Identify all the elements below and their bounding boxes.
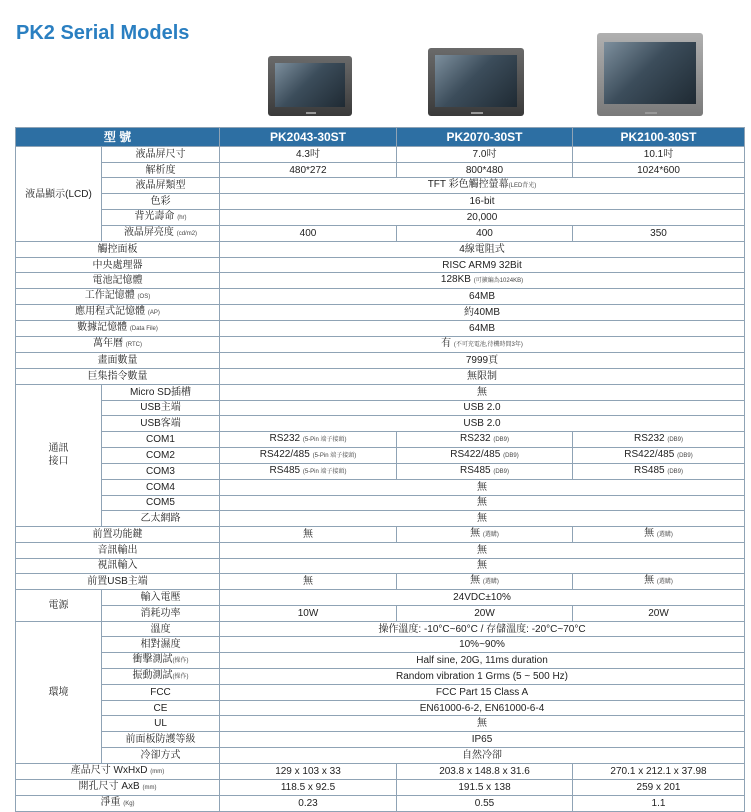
label-unit: (Kg) — [123, 800, 135, 807]
cell: IP65 — [220, 732, 745, 748]
cell: 20W — [397, 606, 573, 622]
row-label: FCC — [102, 685, 220, 701]
table-row — [16, 574, 745, 590]
cell: 191.5 x 138 — [397, 779, 573, 795]
cell — [397, 574, 573, 590]
row-label: 冷卻方式 — [102, 747, 220, 763]
group-lcd: 液晶顯示(LCD) — [16, 147, 102, 242]
cell: 自然冷卻 — [220, 747, 745, 763]
cell: 0.55 — [397, 795, 573, 811]
table-row — [16, 558, 745, 574]
cell-note: (DB9) — [677, 452, 693, 459]
cell-value: 有 — [441, 338, 452, 350]
cell-note: (選購) — [482, 531, 499, 538]
row-label — [16, 321, 220, 337]
table-row — [16, 353, 745, 369]
label-unit: (mm) — [150, 768, 165, 775]
cell-value: TFT 彩色觸控螢幕 — [427, 179, 509, 191]
cell: 24VDC±10% — [220, 590, 745, 606]
cell-value: RS485 — [459, 464, 491, 476]
table-row — [16, 416, 745, 432]
label-unit: (mm) — [142, 784, 157, 791]
model-header-1: PK2043-30ST — [220, 128, 397, 147]
table-row — [16, 479, 745, 495]
cell — [397, 463, 573, 479]
row-label: 前面板防護等級 — [102, 732, 220, 748]
cell: 無 — [220, 384, 745, 400]
row-label: 色彩 — [102, 194, 220, 210]
row-label: 輸入電壓 — [102, 590, 220, 606]
cell: 4.3吋 — [220, 147, 397, 163]
label-text: 工作記憶體 — [84, 290, 135, 302]
table-row — [16, 431, 745, 447]
cell-value: RS232 — [269, 432, 301, 444]
row-label — [102, 653, 220, 669]
label-text: 萬年曆 — [93, 338, 123, 350]
cell — [220, 273, 745, 289]
cell: 480*272 — [220, 162, 397, 178]
row-label: 前置功能鍵 — [16, 526, 220, 542]
cell: 無 — [220, 574, 397, 590]
cell: 無 — [220, 479, 745, 495]
cell-value: 無 — [470, 527, 481, 539]
table-row — [16, 526, 745, 542]
table-row — [16, 305, 745, 321]
cell — [220, 431, 397, 447]
cell: 10.1吋 — [573, 147, 745, 163]
row-label — [102, 210, 220, 226]
cell: 270.1 x 212.1 x 37.98 — [573, 763, 745, 779]
table-row — [16, 210, 745, 226]
cell-note: (5-Pin 端子接頭) — [302, 436, 347, 443]
cell: 0.23 — [220, 795, 397, 811]
cell-note: (可擴編為1024KB) — [473, 278, 524, 285]
cell-value: 無 — [470, 575, 481, 587]
cell: 無 — [220, 495, 745, 511]
table-row — [16, 732, 745, 748]
table-header-row — [16, 128, 745, 147]
cell: 800*480 — [397, 162, 573, 178]
table-row — [16, 242, 745, 258]
table-row — [16, 700, 745, 716]
label-unit: (hr) — [177, 215, 187, 222]
row-label: 相對濕度 — [102, 637, 220, 653]
cell — [573, 463, 745, 479]
table-row — [16, 273, 745, 289]
cell-value: RS485 — [633, 464, 665, 476]
cell: 10%~90% — [220, 637, 745, 653]
row-label: 液晶屏類型 — [102, 178, 220, 194]
cell: 無 — [220, 526, 397, 542]
row-label: 觸控面板 — [16, 242, 220, 258]
cell-note: (5-Pin 端子接頭) — [302, 468, 347, 475]
cell: 259 x 201 — [573, 779, 745, 795]
cell: 20W — [573, 606, 745, 622]
cell-value: 128KB — [440, 274, 471, 286]
label-text: 液晶屏亮度 — [123, 227, 174, 239]
table-row — [16, 257, 745, 273]
cell: Random vibration 1 Grms (5 ~ 500 Hz) — [220, 669, 745, 685]
cell-value: RS422/485 — [624, 448, 675, 460]
cell-note: (選購) — [656, 531, 673, 538]
cell — [220, 337, 745, 353]
label-text: 產品尺寸 WxHxD — [70, 764, 148, 776]
label-unit: (Data File) — [129, 326, 158, 333]
pk2043-device-image — [268, 56, 352, 116]
pk2100-device-image — [597, 33, 703, 116]
cell: 400 — [220, 226, 397, 242]
table-row — [16, 321, 745, 337]
cell: 20,000 — [220, 210, 745, 226]
cell: 10W — [220, 606, 397, 622]
row-label: CE — [102, 700, 220, 716]
cell: 無 — [220, 542, 745, 558]
label-unit: (操作) — [172, 658, 189, 665]
cell: Half sine, 20G, 11ms duration — [220, 653, 745, 669]
row-label: 音訊輸出 — [16, 542, 220, 558]
cell-note: (DB9) — [667, 436, 684, 443]
row-label: Micro SD插槽 — [102, 384, 220, 400]
label-unit: (OS) — [137, 294, 151, 301]
table-row — [16, 590, 745, 606]
cell-note: (DB9) — [493, 436, 510, 443]
row-label: COM4 — [102, 479, 220, 495]
table-row — [16, 369, 745, 385]
cell: 4線電阻式 — [220, 242, 745, 258]
cell: 64MB — [220, 321, 745, 337]
row-label — [102, 669, 220, 685]
cell: 64MB — [220, 289, 745, 305]
model-header-2: PK2070-30ST — [397, 128, 573, 147]
cell-note: (選購) — [656, 579, 673, 586]
cell: 1024*600 — [573, 162, 745, 178]
table-row — [16, 162, 745, 178]
cell: 7.0吋 — [397, 147, 573, 163]
cell-value: 無 — [644, 575, 655, 587]
table-row — [16, 178, 745, 194]
cell: 無 — [220, 511, 745, 527]
label-unit: (操作) — [172, 674, 189, 681]
row-label: COM5 — [102, 495, 220, 511]
row-label: 巨集指令數量 — [16, 369, 220, 385]
label-text: 開孔尺寸 AxB — [78, 780, 140, 792]
cell-note: (DB9) — [493, 468, 510, 475]
cell-note: (DB9) — [503, 452, 519, 459]
group-env: 環境 — [16, 621, 102, 763]
cell — [573, 447, 745, 463]
label-text: 振動測試 — [132, 670, 173, 682]
cell: 7999頁 — [220, 353, 745, 369]
row-label: 前置USB主端 — [16, 574, 220, 590]
cell: FCC Part 15 Class A — [220, 685, 745, 701]
row-label: COM3 — [102, 463, 220, 479]
cell — [220, 463, 397, 479]
cell — [220, 447, 397, 463]
cell: 1.1 — [573, 795, 745, 811]
label-text: 應用程式記憶體 — [75, 306, 146, 318]
table-row — [16, 763, 745, 779]
table-row — [16, 289, 745, 305]
cell: 無限制 — [220, 369, 745, 385]
row-label: COM2 — [102, 447, 220, 463]
cell: 16-bit — [220, 194, 745, 210]
table-row — [16, 400, 745, 416]
pk2070-device-image — [428, 48, 524, 116]
row-label: 消耗功率 — [102, 606, 220, 622]
table-row — [16, 606, 745, 622]
cell-note: (不可充電池,待機時間3年) — [453, 342, 523, 349]
label-text: 淨重 — [100, 796, 121, 808]
cell-value: RS422/485 — [450, 448, 501, 460]
cell-note: (DB9) — [667, 468, 684, 475]
row-label: 電池記憶體 — [16, 273, 220, 289]
cell: RISC ARM9 32Bit — [220, 257, 745, 273]
label-text: 衝擊測試 — [132, 654, 173, 666]
table-row — [16, 685, 745, 701]
cell: 350 — [573, 226, 745, 242]
cell-value: RS232 — [459, 432, 491, 444]
row-label: 中央處理器 — [16, 257, 220, 273]
cell — [573, 431, 745, 447]
row-label — [16, 305, 220, 321]
group-power: 電源 — [16, 590, 102, 621]
table-row — [16, 495, 745, 511]
row-label: USB客端 — [102, 416, 220, 432]
row-label: USB主端 — [102, 400, 220, 416]
table-row — [16, 447, 745, 463]
cell: 203.8 x 148.8 x 31.6 — [397, 763, 573, 779]
cell-note: (5-Pin 端子接頭) — [312, 452, 357, 459]
label-text: 背光壽命 — [134, 211, 175, 223]
cell — [573, 574, 745, 590]
table-row — [16, 747, 745, 763]
cell: 約40MB — [220, 305, 745, 321]
cell-value: 無 — [644, 527, 655, 539]
table-row — [16, 779, 745, 795]
table-row — [16, 542, 745, 558]
cell-value: RS232 — [633, 432, 665, 444]
cell: 操作溫度: -10°C~60°C / 存儲溫度: -20°C~70°C — [220, 621, 745, 637]
table-row — [16, 226, 745, 242]
row-label: 解析度 — [102, 162, 220, 178]
row-label: 視訊輸入 — [16, 558, 220, 574]
table-row — [16, 716, 745, 732]
model-header-label: 型 號 — [16, 128, 220, 147]
cell: EN61000-6-2, EN61000-6-4 — [220, 700, 745, 716]
cell — [220, 178, 745, 194]
cell — [573, 526, 745, 542]
model-header-3: PK2100-30ST — [573, 128, 745, 147]
label-unit: (AP) — [147, 310, 160, 317]
cell-value: RS485 — [269, 464, 301, 476]
table-row — [16, 384, 745, 400]
cell: 無 — [220, 716, 745, 732]
spec-table — [15, 127, 745, 812]
page-title: PK2 Serial Models — [16, 22, 190, 44]
table-row — [16, 463, 745, 479]
table-row — [16, 669, 745, 685]
table-row — [16, 637, 745, 653]
row-label: UL — [102, 716, 220, 732]
cell: 400 — [397, 226, 573, 242]
cell: 129 x 103 x 33 — [220, 763, 397, 779]
row-label — [16, 763, 220, 779]
row-label: 乙太網路 — [102, 511, 220, 527]
cell: USB 2.0 — [220, 400, 745, 416]
cell: USB 2.0 — [220, 416, 745, 432]
row-label: COM1 — [102, 431, 220, 447]
cell: 118.5 x 92.5 — [220, 779, 397, 795]
cell — [397, 447, 573, 463]
row-label: 液晶屏尺寸 — [102, 147, 220, 163]
cell-value: RS422/485 — [259, 448, 310, 460]
group-comm: 通訊 接口 — [16, 384, 102, 526]
table-row — [16, 194, 745, 210]
table-row — [16, 337, 745, 353]
cell-note: (LED背光) — [508, 183, 537, 190]
row-label: 溫度 — [102, 621, 220, 637]
label-text: 數據記憶體 — [77, 322, 128, 334]
row-label — [16, 779, 220, 795]
label-unit: (cd/m2) — [176, 231, 198, 238]
table-row — [16, 621, 745, 637]
cell-note: (選購) — [482, 579, 499, 586]
row-label — [16, 289, 220, 305]
cell: 無 — [220, 558, 745, 574]
table-row — [16, 511, 745, 527]
table-row — [16, 653, 745, 669]
cell — [397, 526, 573, 542]
cell — [397, 431, 573, 447]
row-label — [16, 337, 220, 353]
table-row — [16, 147, 745, 163]
row-label: 畫面數量 — [16, 353, 220, 369]
label-unit: (RTC) — [125, 342, 142, 349]
row-label — [102, 226, 220, 242]
